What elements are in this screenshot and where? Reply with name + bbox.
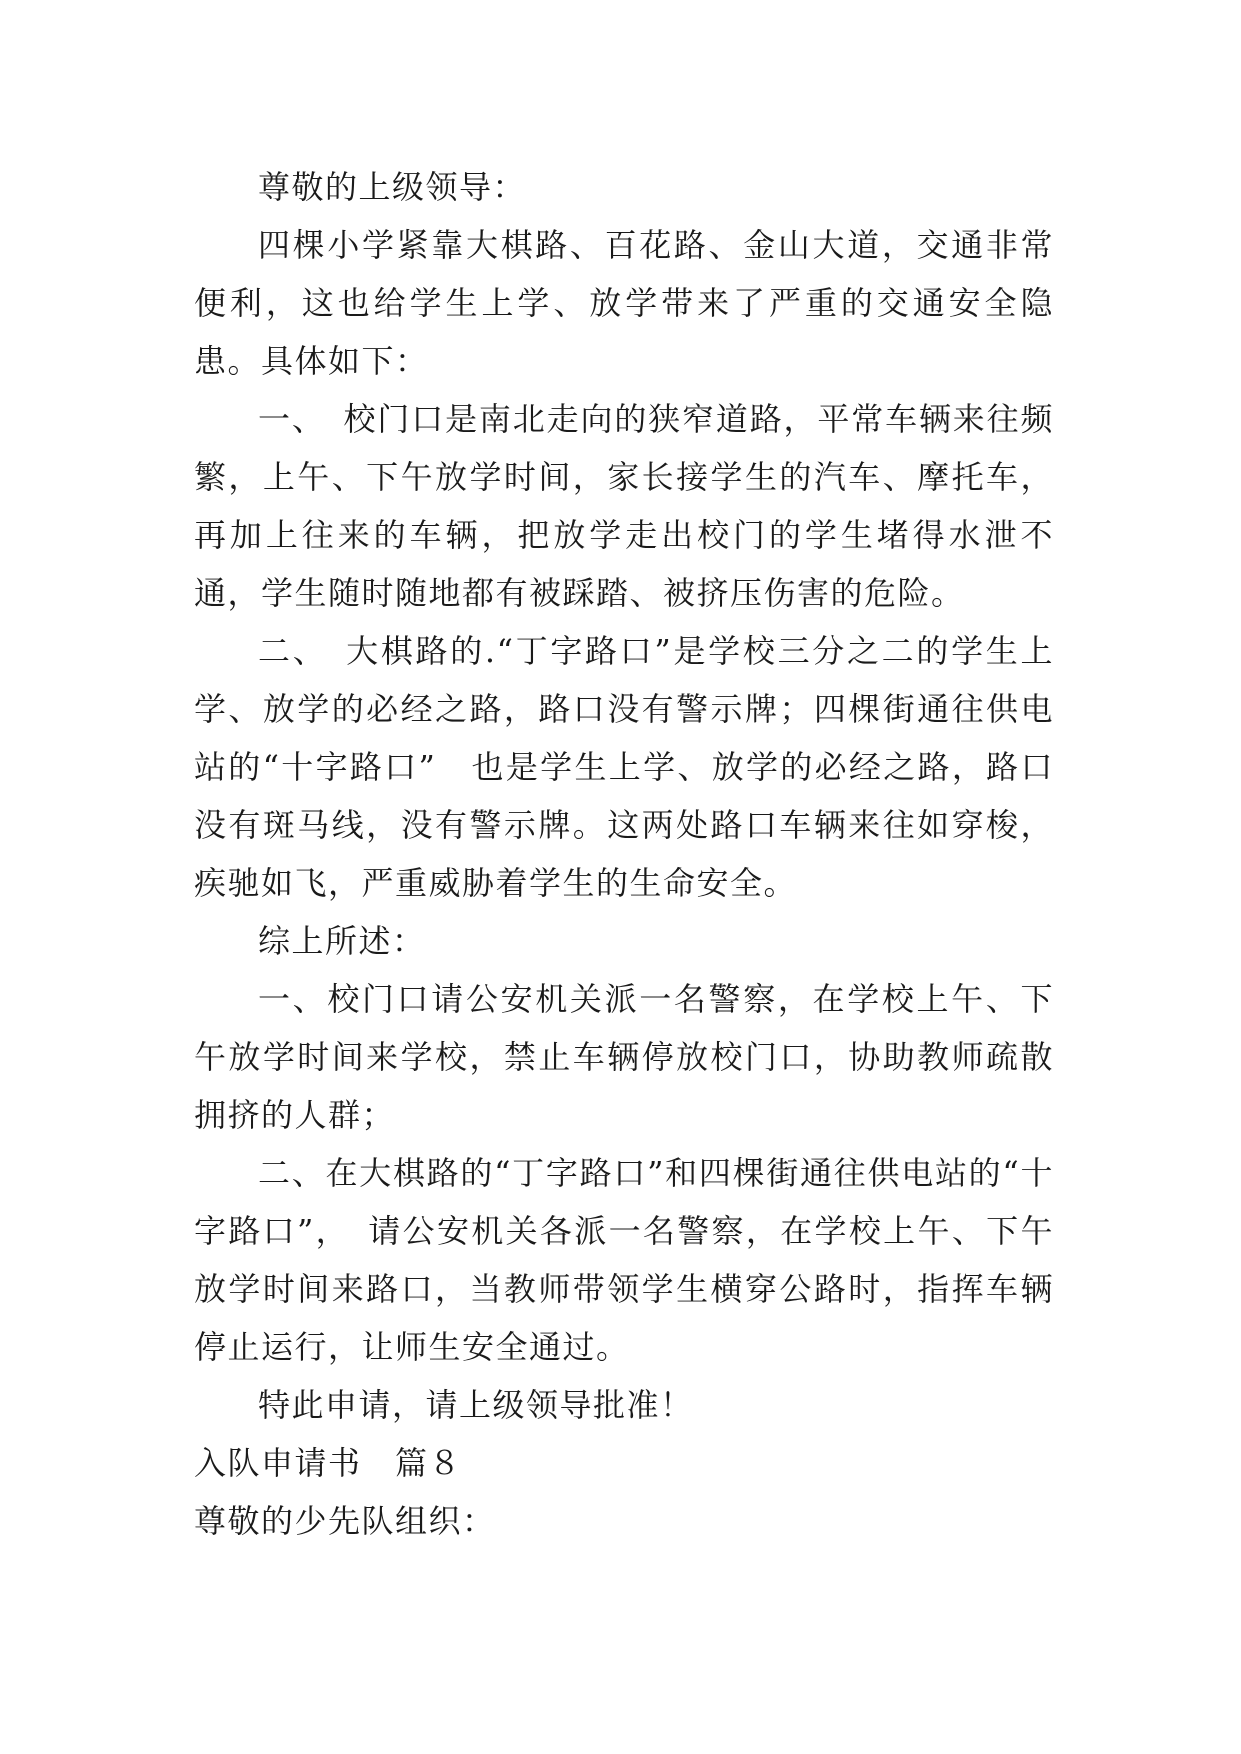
- point-two-paragraph: 二、 大棋路的.“丁字路口”是学校三分之二的学生上学、放学的必经之路，路口没有警示牌；四棵街通往供电站的“十字路口” 也是学生上学、放学的必经之路，路口没有斑马线，没有警示牌。这两处路口车辆来往如穿梭，疾驰如飞，严重威胁着学生的生命安全。: [194, 632, 1054, 902]
- request-one-paragraph: 一、校门口请公安机关派一名警察，在学校上午、下午放学时间来学校，禁止车辆停放校门口，协助教师疏散拥挤的人群；: [194, 980, 1054, 1134]
- intro-paragraph: 四棵小学紧靠大棋路、百花路、金山大道，交通非常便利，这也给学生上学、放学带来了严重的交通安全隐患。具体如下：: [194, 226, 1054, 380]
- salutation-paragraph: 尊敬的上级领导：: [258, 168, 527, 206]
- closing-paragraph: 特此申请，请上级领导批准！: [258, 1386, 694, 1424]
- next-salutation: 尊敬的少先队组织：: [194, 1502, 496, 1540]
- summary-heading-paragraph: 综上所述：: [258, 922, 426, 960]
- point-one-paragraph: 一、 校门口是南北走向的狭窄道路，平常车辆来往频繁，上午、下午放学时间，家长接学生的汽车、摩托车，再加上往来的车辆，把放学走出校门的学生堵得水泄不通，学生随时随地都有被踩踏、被挤压伤害的危险。: [194, 400, 1054, 612]
- document-body: [194, 158, 1054, 1550]
- section-heading: 入队申请书 篇８: [194, 1444, 463, 1482]
- request-two-paragraph: 二、在大棋路的“丁字路口”和四棵街通往供电站的“十字路口”， 请公安机关各派一名警察，在学校上午、下午放学时间来路口，当教师带领学生横穿公路时，指挥车辆停止运行，让师生安全通过。: [194, 1154, 1054, 1366]
